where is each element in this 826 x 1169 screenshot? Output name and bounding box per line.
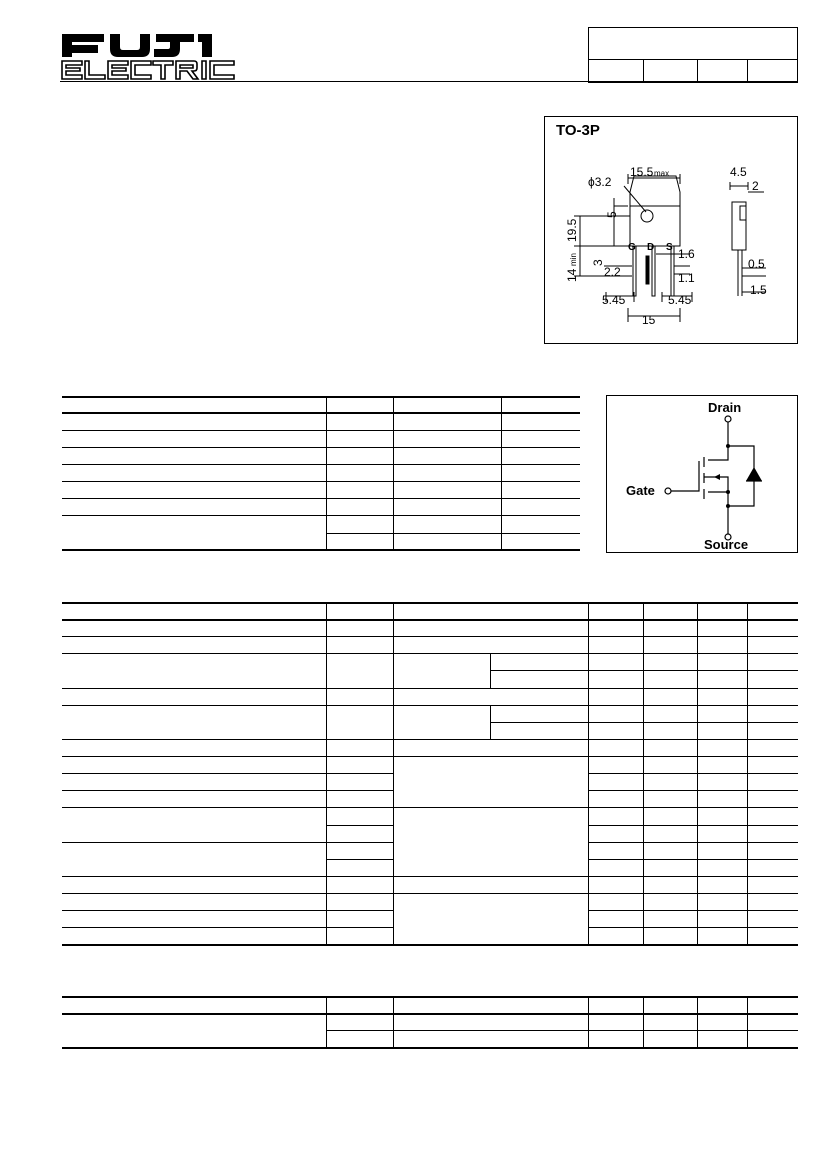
header-rule bbox=[60, 81, 798, 82]
dim-lead-length-suffix: min bbox=[569, 253, 578, 266]
dim-side-tab: 2 bbox=[752, 179, 759, 193]
dim-side-lead: 0.5 bbox=[748, 257, 765, 271]
pin-d-label: D bbox=[647, 242, 655, 253]
drain-terminal bbox=[725, 416, 731, 422]
dim-side-thick: 4.5 bbox=[730, 165, 747, 179]
dim-lead-thick: 1.6 bbox=[678, 247, 695, 261]
dim-pitch-left: 5.45 bbox=[602, 293, 626, 307]
part-number-box bbox=[588, 27, 798, 83]
dim-pitch-right: 5.45 bbox=[668, 293, 692, 307]
dim-width-max-suffix: max bbox=[654, 169, 670, 178]
dim-lead-width: 1.1 bbox=[678, 271, 695, 285]
package-drawing bbox=[544, 116, 798, 344]
fuji-electric-logo bbox=[60, 28, 238, 82]
dim-hole-offset: 5 bbox=[605, 211, 619, 218]
dim-lead-pitch: 2.2 bbox=[604, 265, 621, 279]
gate-label: Gate bbox=[626, 483, 655, 498]
lead-g bbox=[633, 246, 636, 296]
dim-hole: ϕ3.2 bbox=[588, 175, 612, 189]
package-title: TO-3P bbox=[556, 122, 600, 139]
pin-s-label: S bbox=[666, 242, 673, 253]
lead-d bbox=[652, 246, 655, 296]
gate-terminal bbox=[665, 488, 671, 494]
dim-overall: 15 bbox=[642, 313, 656, 327]
mounting-hole bbox=[641, 210, 653, 222]
dim-lead-length: 14 bbox=[565, 268, 579, 282]
package-body bbox=[630, 176, 680, 246]
dim-side-lead2: 1.5 bbox=[750, 283, 767, 297]
logo-fuji bbox=[62, 34, 212, 57]
package-side-view bbox=[732, 202, 746, 250]
dim-body-height: 19.5 bbox=[565, 218, 579, 242]
mosfet-schematic bbox=[606, 395, 798, 553]
source-label: Source bbox=[704, 537, 749, 552]
logo-electric bbox=[62, 61, 234, 79]
pin-g-label: G bbox=[628, 242, 636, 253]
dim-lead-gap: 3 bbox=[591, 259, 605, 266]
dim-width-max: 15.5 bbox=[630, 165, 654, 179]
drain-label: Drain bbox=[708, 400, 742, 415]
